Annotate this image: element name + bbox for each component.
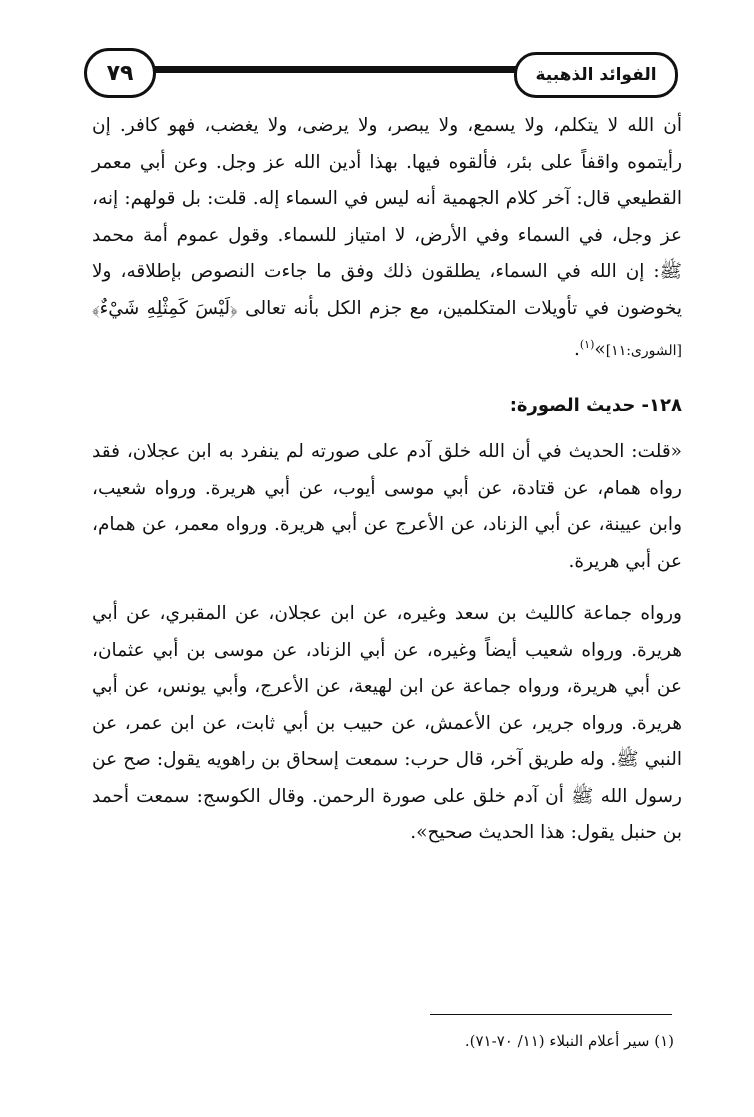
paragraph-1: أن الله لا يتكلم، ولا يسمع، ولا يبصر، ولا يرضى، ولا يغضب، فهو كافر. إن رأيتموه واقفاً على بئر، فألقوه فيها. بهذا أدين الله عز وجل. وعن أبي معمر القطيعي قال: آخر كلام الجهمية أنه ليس في السماء إله. قلت: بل قولهم: إنه، عز وجل، في السماء وفي الأرض، لا امتياز للسماء. وقول عموم أمة محمد ﷺ: إن الله في السماء، يطلقون ذلك وفق ما جاءت النصوص بإطلاقه، ولا يخوضون في تأويلات المتكلمين، مع جزم الكل بأنه تعالى ﴿لَيْسَ كَمِثْلِهِ شَيْءٌ﴾ [الشورى:١١]»$^{(١)}$. xyxy=(92,115,682,361)
page-number: ٧٩ xyxy=(84,48,156,98)
page-header xyxy=(78,44,678,100)
paragraph-2: «قلت: الحديث في أن الله خلق آدم على صورته لم ينفرد به ابن عجلان، فقد رواه همام، عن قتادة، عن أبي موسى أيوب، عن أبي هريرة. ورواه شعيب، وابن عيينة، عن أبي الزناد، عن الأعرج عن أبي هريرة. ورواه معمر، عن همام، عن أبي هريرة. xyxy=(92,441,682,572)
header-rule xyxy=(138,66,528,73)
footnote-marker: (١) xyxy=(579,338,595,351)
quran-verse: ﴿لَيْسَ كَمِثْلِهِ شَيْءٌ﴾ xyxy=(92,297,238,319)
footnote: (١) سير أعلام النبلاء (١١/ ٧٠-٧١). xyxy=(464,1032,674,1050)
footnote-separator xyxy=(430,1014,672,1015)
paragraph-1-text: أن الله لا يتكلم، ولا يسمع، ولا يبصر، ولا يرضى، ولا يغضب، فهو كافر. إن رأيتموه واقفاً على بئر، فألقوه فيها. بهذا أدين الله عز وجل. وعن أبي معمر القطيعي قال: آخر كلام الجهمية أنه ليس في السماء إله. قلت: بل قولهم: إنه، عز وجل، في السماء وفي الأرض، لا امتياز للسماء. وقول عموم أمة محمد ﷺ: إن الله في السماء، يطلقون ذلك وفق ما جاءت النصوص بإطلاقه، ولا يخوضون في تأويلات المتكلمين، مع جزم الكل بأنه تعالى xyxy=(92,115,682,319)
book-title: الفوائد الذهبية xyxy=(514,52,678,98)
closing-quote: » xyxy=(594,339,606,361)
paragraph-3: ورواه جماعة كالليث بن سعد وغيره، عن ابن عجلان، عن المقبري، عن أبي هريرة. ورواه شعيب أيضاً وغيره، عن أبي الزناد، عن موسى بن أبي عثمان، عن أبي هريرة، ورواه جماعة عن ابن لهيعة، عن الأعرج، وأبي يونس، عن أبي هريرة. ورواه جرير، عن الأعمش، عن حبيب بن أبي ثابت، عن ابن عمر، عن النبي ﷺ. وله طريق آخر، قال حرب: سمعت إسحاق بن راهويه يقول: صح عن رسول الله ﷺ أن آدم خلق على صورة الرحمن. وقال الكوسج: سمعت أحمد بن حنبل يقول: هذا الحديث صحيح». xyxy=(92,603,682,844)
section-title: ١٢٨- حديث الصورة: xyxy=(509,394,682,416)
quran-reference: [الشورى:١١] xyxy=(605,343,682,360)
page-body xyxy=(92,108,682,852)
